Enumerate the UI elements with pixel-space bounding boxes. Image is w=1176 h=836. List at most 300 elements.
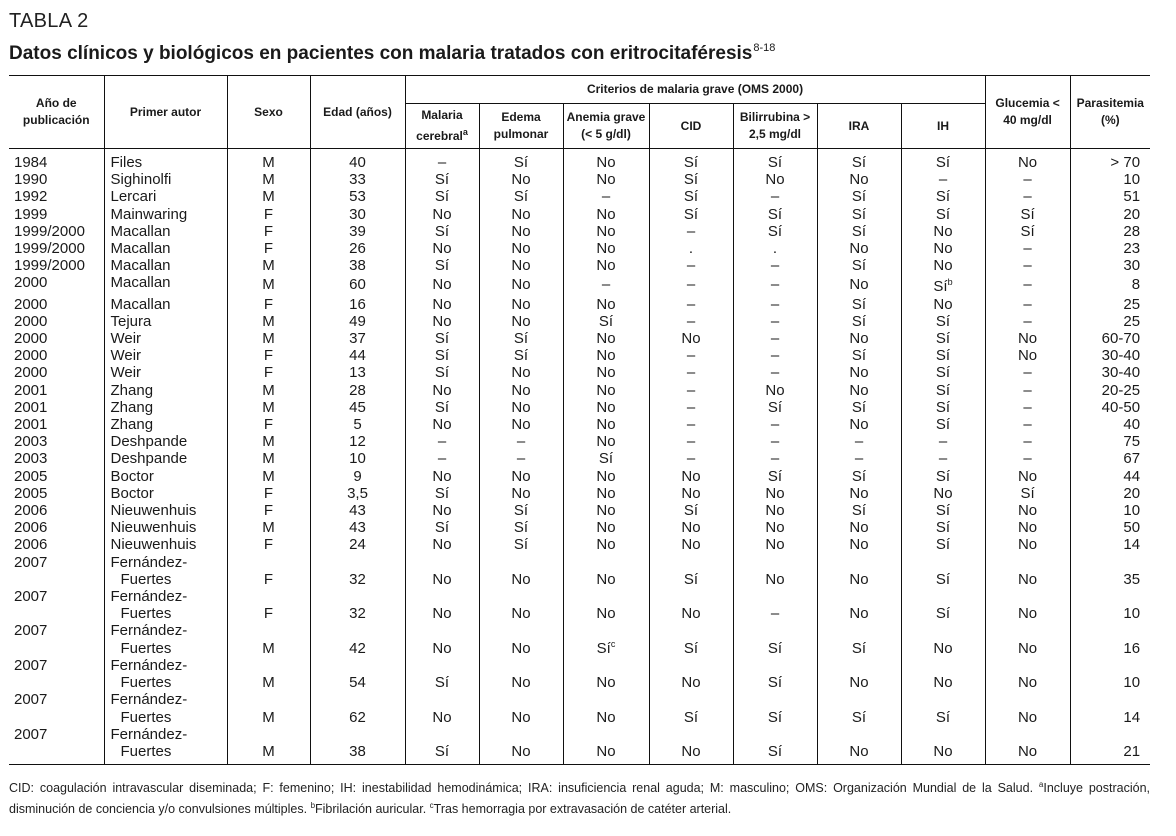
cell-cid: – [649, 347, 733, 364]
table-row [9, 347, 1150, 364]
cell-sex: F [227, 296, 310, 313]
cell-sex: M [227, 313, 310, 330]
cell-sex: M [227, 450, 310, 467]
header-author: Primer autor [104, 76, 227, 149]
cell-bilirrubina: No [733, 502, 817, 519]
cell-malaria-cerebral: Sí [405, 188, 479, 205]
table-row [9, 416, 1150, 433]
cell-anemia-grave: No [563, 171, 649, 188]
cell-author: Macallan [104, 223, 227, 240]
cell-bilirrubina: No [733, 171, 817, 188]
cell-author: Fernández- Fuertes [104, 554, 227, 588]
table-row [9, 726, 1150, 765]
cell-anemia-grave: No [563, 149, 649, 172]
cell-anemia-grave: No [563, 502, 649, 519]
cell-bilirrubina: Sí [733, 149, 817, 172]
cell-cid: No [649, 519, 733, 536]
cell-anemia-grave: No [563, 588, 649, 622]
cell-author: Zhang [104, 399, 227, 416]
cell-bilirrubina: No [733, 382, 817, 399]
cell-bilirrubina: Sí [733, 657, 817, 691]
cell-anemia-grave: – [563, 274, 649, 295]
cell-sex: M [227, 657, 310, 691]
cell-year: 2007 [14, 691, 48, 709]
cell-malaria-cerebral: No [405, 416, 479, 433]
data-table [9, 75, 1150, 765]
table-row [9, 657, 1150, 691]
cell-age: 40 [310, 149, 405, 172]
cell-anemia-grave: No [563, 382, 649, 399]
cell-sex: M [227, 726, 310, 765]
cell-parasitemia: 20 [1070, 485, 1150, 502]
cell-cid: – [649, 416, 733, 433]
cell-parasitemia: 30-40 [1070, 347, 1150, 364]
cell-parasitemia: 20-25 [1070, 382, 1150, 399]
cell-edema-pulmonar: Sí [479, 536, 563, 553]
cell-anemia-grave: No [563, 657, 649, 691]
cell-malaria-cerebral: Sí [405, 657, 479, 691]
cell-malaria-cerebral: No [405, 274, 479, 295]
cell-glucemia: Sí [985, 223, 1070, 240]
cell-ih: Sí [901, 399, 985, 416]
cell-year: 2007 [14, 588, 48, 606]
cell-sex: M [227, 399, 310, 416]
cell-ih: Sí [901, 330, 985, 347]
cell-malaria-cerebral: Sí [405, 171, 479, 188]
cell-malaria-cerebral: Sí [405, 364, 479, 381]
cell-glucemia: – [985, 399, 1070, 416]
cell-year: 2000 [14, 312, 48, 330]
cell-anemia-grave: No [563, 223, 649, 240]
cell-ih: Sí [901, 502, 985, 519]
cell-age: 24 [310, 536, 405, 553]
cell-sex: M [227, 149, 310, 172]
cell-malaria-cerebral: No [405, 313, 479, 330]
cell-age: 43 [310, 519, 405, 536]
cell-year: 2000 [14, 274, 48, 292]
cell-parasitemia: 10 [1070, 171, 1150, 188]
cell-author: Fernández- Fuertes [104, 657, 227, 691]
cell-bilirrubina: – [733, 257, 817, 274]
cell-author: Fernández- Fuertes [104, 588, 227, 622]
cell-anemia-grave: – [563, 188, 649, 205]
cell-glucemia: – [985, 416, 1070, 433]
cell-malaria-cerebral: No [405, 536, 479, 553]
cell-bilirrubina: No [733, 519, 817, 536]
title-text: Datos clínicos y biológicos en pacientes con malaria tratados con eritrocitaféresis [9, 43, 753, 64]
cell-ira: No [817, 416, 901, 433]
cell-cid: No [649, 536, 733, 553]
cell-age: 53 [310, 188, 405, 205]
cell-age: 39 [310, 223, 405, 240]
cell-bilirrubina: – [733, 347, 817, 364]
table-row [9, 296, 1150, 313]
cell-malaria-cerebral: – [405, 433, 479, 450]
cell-author: Fernández- Fuertes [104, 622, 227, 656]
cell-anemia-grave: No [563, 257, 649, 274]
cell-ih: Sí [901, 313, 985, 330]
cell-year: 1999/2000 [14, 257, 85, 275]
cell-cid: – [649, 257, 733, 274]
cell-year: 1990 [14, 171, 48, 189]
cell-edema-pulmonar: No [479, 588, 563, 622]
cell-year: 2001 [14, 416, 48, 434]
header-parasitemia: Parasitemia (%) [1070, 76, 1150, 149]
cell-ih: Sí [901, 519, 985, 536]
header-anemia-grave: Anemia grave (< 5 g/dl) [563, 104, 649, 149]
cell-ih: – [901, 450, 985, 467]
cell-year: 2000 [14, 364, 48, 382]
cell-cid: No [649, 726, 733, 765]
cell-author: Macallan [104, 296, 227, 313]
cell-ira: No [817, 240, 901, 257]
cell-sex: F [227, 364, 310, 381]
cell-year: 2000 [14, 347, 48, 365]
cell-ira: Sí [817, 399, 901, 416]
header-cid: CID [649, 104, 733, 149]
cell-anemia-grave: No [563, 364, 649, 381]
cell-year: 2003 [14, 450, 48, 468]
cell-year: 2003 [14, 433, 48, 451]
cell-ih: No [901, 726, 985, 765]
cell-ih: Sí [901, 347, 985, 364]
cell-edema-pulmonar: No [479, 382, 563, 399]
cell-malaria-cerebral: Sí [405, 519, 479, 536]
cell-edema-pulmonar: No [479, 296, 563, 313]
cell-anemia-grave: No [563, 536, 649, 553]
cell-ira: Sí [817, 691, 901, 725]
cell-bilirrubina: – [733, 364, 817, 381]
cell-bilirrubina: – [733, 313, 817, 330]
table-row [9, 433, 1150, 450]
cell-glucemia: – [985, 313, 1070, 330]
cell-parasitemia: 14 [1070, 536, 1150, 553]
cell-ih: Sí [901, 468, 985, 485]
cell-glucemia: No [985, 149, 1070, 172]
cell-anemia-grave: No [563, 554, 649, 588]
cell-bilirrubina: – [733, 433, 817, 450]
cell-age: 38 [310, 257, 405, 274]
cell-glucemia: No [985, 554, 1070, 588]
cell-ih: No [901, 622, 985, 656]
cell-year: 2006 [14, 519, 48, 537]
cell-ira: No [817, 382, 901, 399]
cell-age: 32 [310, 554, 405, 588]
header-sex: Sexo [227, 76, 310, 149]
cell-parasitemia: > 70 [1070, 149, 1150, 172]
cell-sex: F [227, 206, 310, 223]
cell-glucemia: No [985, 657, 1070, 691]
table-row [9, 364, 1150, 381]
cell-ih: No [901, 657, 985, 691]
cell-edema-pulmonar: No [479, 622, 563, 656]
cell-ira: Sí [817, 313, 901, 330]
header-bilirrubina: Bilirrubina > 2,5 mg/dl [733, 104, 817, 149]
cell-bilirrubina: No [733, 485, 817, 502]
footnote: CID: coagulación intravascular diseminada; F: femenino; IH: inestabilidad hemodinámica; IRA: insuficiencia renal aguda; M: masculino; OMS: Organización Mundial de la Salud. $^a$Incluye postración, disminución de conciencia y/o convulsiones múltiples. $^b$Fibrilación auricular. $^c$Tras hemorragia por extravasación de catéter arterial. [9, 780, 1150, 817]
cell-sex: F [227, 588, 310, 622]
cell-ih: No [901, 223, 985, 240]
cell-cid: – [649, 313, 733, 330]
table-row [9, 206, 1150, 223]
cell-cid: . [649, 240, 733, 257]
cell-bilirrubina: No [733, 536, 817, 553]
cell-cid: Sí [649, 691, 733, 725]
cell-edema-pulmonar: No [479, 240, 563, 257]
table-row [9, 223, 1150, 240]
cell-age: 60 [310, 274, 405, 295]
cell-sex: M [227, 330, 310, 347]
cell-sex: M [227, 171, 310, 188]
title-reference: 8-18 [753, 42, 776, 54]
cell-author: Weir [104, 364, 227, 381]
cell-sex: M [227, 188, 310, 205]
cell-ira: No [817, 588, 901, 622]
cell-bilirrubina: Sí [733, 622, 817, 656]
cell-author: Fernández- Fuertes [104, 691, 227, 725]
header-criteria-group: Criterios de malaria grave (OMS 2000) [405, 76, 985, 104]
cell-glucemia: No [985, 468, 1070, 485]
cell-bilirrubina: – [733, 274, 817, 295]
cell-glucemia: – [985, 257, 1070, 274]
table-row [9, 588, 1150, 622]
cell-year: 2006 [14, 536, 48, 554]
cell-parasitemia: 50 [1070, 519, 1150, 536]
cell-year: 2007 [14, 656, 48, 674]
cell-parasitemia: 35 [1070, 554, 1150, 588]
cell-bilirrubina: Sí [733, 223, 817, 240]
cell-age: 26 [310, 240, 405, 257]
cell-author: Deshpande [104, 433, 227, 450]
table-row [9, 149, 1150, 172]
cell-year: 1984 [14, 154, 48, 171]
cell-ira: No [817, 536, 901, 553]
cell-parasitemia: 51 [1070, 188, 1150, 205]
cell-malaria-cerebral: No [405, 468, 479, 485]
cell-sex: M [227, 433, 310, 450]
cell-glucemia: No [985, 691, 1070, 725]
cell-edema-pulmonar: No [479, 257, 563, 274]
cell-edema-pulmonar: No [479, 223, 563, 240]
cell-ih: Sí [901, 149, 985, 172]
cell-ira: Sí [817, 347, 901, 364]
cell-cid: – [649, 364, 733, 381]
cell-author: Macallan [104, 257, 227, 274]
cell-age: 5 [310, 416, 405, 433]
cell-bilirrubina: – [733, 416, 817, 433]
cell-glucemia: Sí [985, 485, 1070, 502]
cell-age: 49 [310, 313, 405, 330]
cell-edema-pulmonar: No [479, 416, 563, 433]
cell-cid: – [649, 223, 733, 240]
cell-glucemia: No [985, 519, 1070, 536]
cell-anemia-grave: No [563, 206, 649, 223]
cell-author: Fernández- Fuertes [104, 726, 227, 765]
cell-edema-pulmonar: No [479, 206, 563, 223]
cell-parasitemia: 75 [1070, 433, 1150, 450]
cell-cid: – [649, 450, 733, 467]
cell-malaria-cerebral: No [405, 240, 479, 257]
table-row [9, 450, 1150, 467]
cell-author: Macallan [104, 240, 227, 257]
header-edema-pulmonar: Edema pulmonar [479, 104, 563, 149]
cell-ih: Sí [901, 536, 985, 553]
cell-anemia-grave: No [563, 416, 649, 433]
table-row [9, 274, 1150, 295]
cell-ira: – [817, 433, 901, 450]
cell-anemia-grave: No [563, 399, 649, 416]
cell-bilirrubina: – [733, 330, 817, 347]
cell-glucemia: No [985, 536, 1070, 553]
cell-sex: F [227, 502, 310, 519]
cell-parasitemia: 30-40 [1070, 364, 1150, 381]
cell-glucemia: – [985, 296, 1070, 313]
cell-parasitemia: 10 [1070, 502, 1150, 519]
cell-ira: No [817, 657, 901, 691]
cell-cid: No [649, 330, 733, 347]
cell-sex: F [227, 347, 310, 364]
header-year: Año de publicación [9, 76, 104, 149]
table-row [9, 240, 1150, 257]
cell-anemia-grave: No [563, 726, 649, 765]
cell-cid: – [649, 399, 733, 416]
cell-edema-pulmonar: No [479, 171, 563, 188]
cell-glucemia: – [985, 188, 1070, 205]
cell-edema-pulmonar: No [479, 399, 563, 416]
cell-glucemia: – [985, 274, 1070, 295]
cell-cid: Sí [649, 554, 733, 588]
cell-malaria-cerebral: Sí [405, 330, 479, 347]
cell-edema-pulmonar: – [479, 450, 563, 467]
cell-anemia-grave: No [563, 468, 649, 485]
table-row [9, 536, 1150, 553]
cell-year: 2000 [14, 330, 48, 348]
cell-cid: – [649, 274, 733, 295]
cell-year: 1999 [14, 205, 48, 223]
cell-ira: No [817, 364, 901, 381]
cell-malaria-cerebral: No [405, 296, 479, 313]
cell-author: Weir [104, 347, 227, 364]
table-row [9, 554, 1150, 588]
cell-edema-pulmonar: No [479, 691, 563, 725]
cell-ira: No [817, 554, 901, 588]
cell-year: 2001 [14, 381, 48, 399]
cell-edema-pulmonar: Sí [479, 188, 563, 205]
cell-parasitemia: 30 [1070, 257, 1150, 274]
cell-author: Boctor [104, 468, 227, 485]
cell-ira: Sí [817, 468, 901, 485]
cell-parasitemia: 16 [1070, 622, 1150, 656]
cell-ih: – [901, 433, 985, 450]
cell-malaria-cerebral: No [405, 554, 479, 588]
cell-year: 2007 [14, 622, 48, 640]
cell-sex: M [227, 382, 310, 399]
cell-parasitemia: 20 [1070, 206, 1150, 223]
cell-cid: No [649, 657, 733, 691]
cell-age: 62 [310, 691, 405, 725]
cell-age: 38 [310, 726, 405, 765]
cell-parasitemia: 60-70 [1070, 330, 1150, 347]
cell-author: Deshpande [104, 450, 227, 467]
cell-age: 30 [310, 206, 405, 223]
cell-glucemia: No [985, 347, 1070, 364]
table-row [9, 502, 1150, 519]
cell-year: 2007 [14, 725, 48, 743]
cell-anemia-grave: No [563, 519, 649, 536]
cell-malaria-cerebral: Sí [405, 399, 479, 416]
cell-author: Mainwaring [104, 206, 227, 223]
cell-ira: No [817, 330, 901, 347]
header-ih: IH [901, 104, 985, 149]
header-malaria-cerebral: Malaria cerebral$^a$ [405, 104, 479, 149]
cell-author: Tejura [104, 313, 227, 330]
cell-edema-pulmonar: No [479, 364, 563, 381]
cell-edema-pulmonar: Sí [479, 149, 563, 172]
cell-ih: No [901, 296, 985, 313]
cell-anemia-grave: No [563, 296, 649, 313]
table-row [9, 485, 1150, 502]
cell-parasitemia: 67 [1070, 450, 1150, 467]
table-row [9, 313, 1150, 330]
cell-ira: – [817, 450, 901, 467]
cell-cid: No [649, 485, 733, 502]
cell-ih: Sí [901, 691, 985, 725]
cell-sex: F [227, 554, 310, 588]
cell-ira: Sí [817, 257, 901, 274]
cell-author: Nieuwenhuis [104, 536, 227, 553]
cell-malaria-cerebral: No [405, 691, 479, 725]
cell-author: Zhang [104, 382, 227, 399]
cell-year: 2007 [14, 553, 48, 571]
cell-glucemia: Sí [985, 206, 1070, 223]
cell-edema-pulmonar: No [479, 726, 563, 765]
cell-ira: No [817, 726, 901, 765]
cell-edema-pulmonar: Sí [479, 347, 563, 364]
cell-anemia-grave: No [563, 433, 649, 450]
cell-age: 13 [310, 364, 405, 381]
cell-malaria-cerebral: Sí [405, 223, 479, 240]
cell-author: Weir [104, 330, 227, 347]
cell-sex: F [227, 416, 310, 433]
cell-edema-pulmonar: No [479, 313, 563, 330]
cell-malaria-cerebral: Sí [405, 257, 479, 274]
cell-ira: Sí [817, 149, 901, 172]
cell-bilirrubina: No [733, 554, 817, 588]
cell-sex: F [227, 485, 310, 502]
cell-ira: Sí [817, 206, 901, 223]
cell-cid: Sí [649, 622, 733, 656]
cell-ih: No [901, 257, 985, 274]
cell-ih: $Sí^b$ [901, 274, 985, 295]
cell-ih: No [901, 240, 985, 257]
cell-glucemia: No [985, 726, 1070, 765]
cell-age: 54 [310, 657, 405, 691]
cell-parasitemia: 10 [1070, 588, 1150, 622]
cell-edema-pulmonar: No [479, 657, 563, 691]
cell-ira: No [817, 519, 901, 536]
cell-cid: Sí [649, 206, 733, 223]
cell-bilirrubina: – [733, 296, 817, 313]
table-row [9, 399, 1150, 416]
cell-ira: Sí [817, 296, 901, 313]
cell-ira: Sí [817, 223, 901, 240]
cell-age: 32 [310, 588, 405, 622]
cell-age: 43 [310, 502, 405, 519]
cell-edema-pulmonar: No [479, 485, 563, 502]
cell-sex: M [227, 691, 310, 725]
cell-sex: F [227, 240, 310, 257]
cell-anemia-grave: No [563, 347, 649, 364]
